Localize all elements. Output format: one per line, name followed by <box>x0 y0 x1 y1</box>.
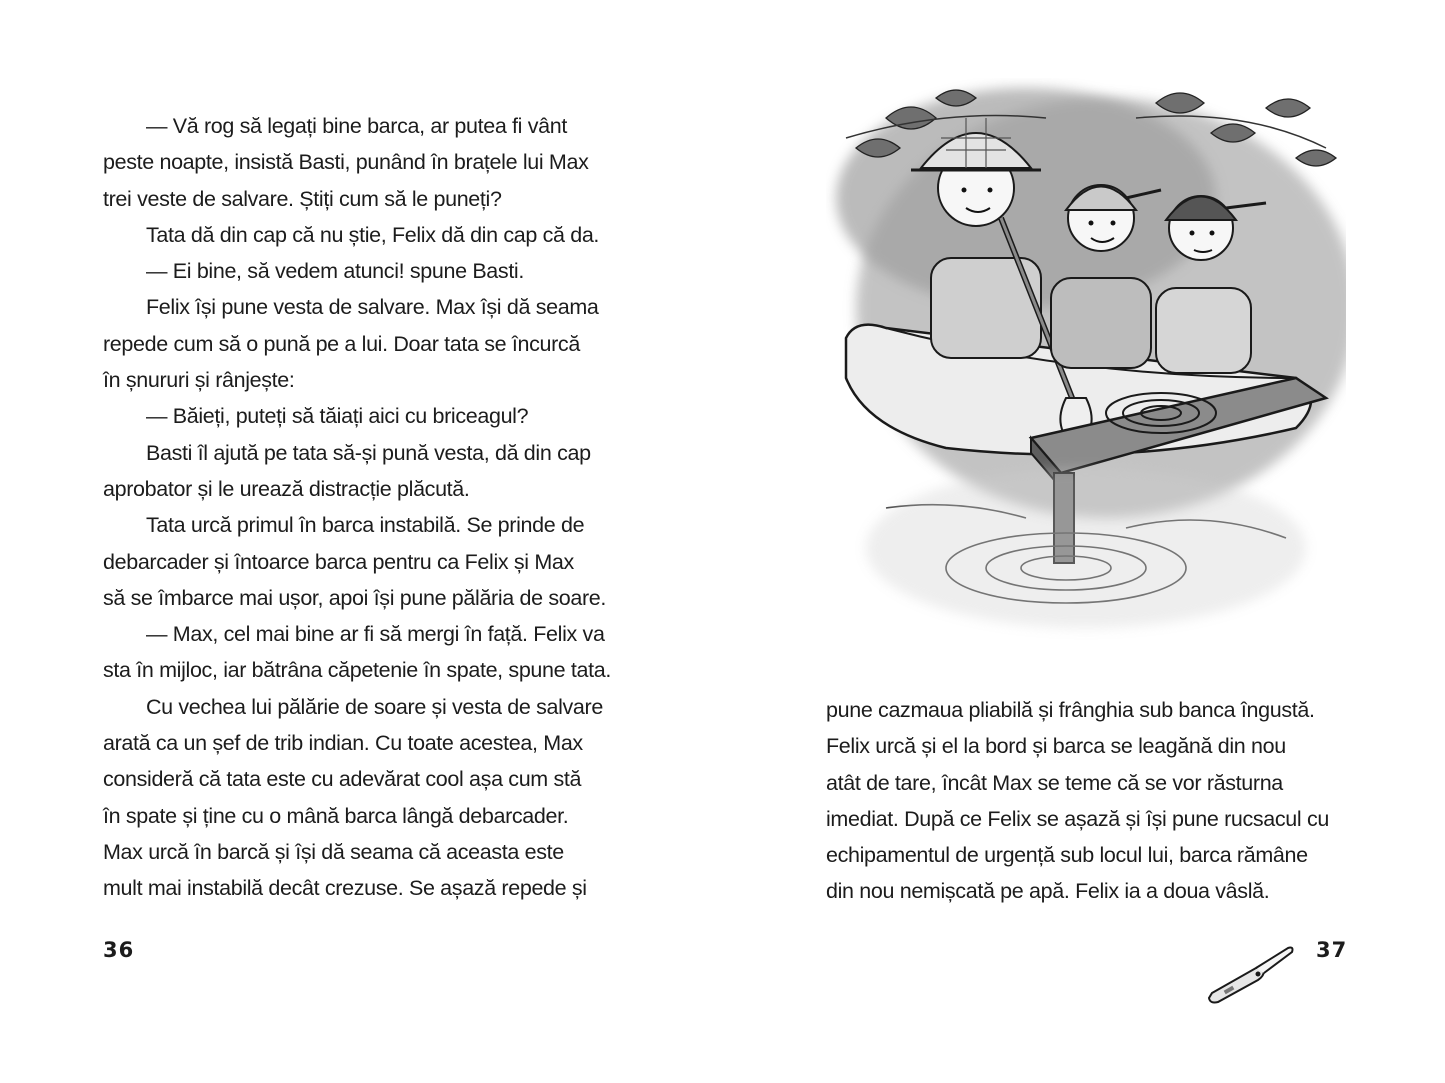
text-line: Max urcă în barcă și își dă seama că aceasta este <box>103 839 564 864</box>
text-line: Cu vechea lui pălărie de soare și vesta de salvare <box>146 694 603 719</box>
text-line: pune cazmaua pliabilă și frânghia sub banca îngustă. <box>826 698 1315 722</box>
pocket-knife-icon <box>1206 938 1296 1008</box>
text-line: Felix își pune vesta de salvare. Max își dă seama <box>146 295 599 320</box>
text-line: Basti îl ajută pe tata să-și pună vesta, dă din cap <box>146 440 591 465</box>
text-line: arată ca un șef de trib indian. Cu toate acestea, Max <box>103 731 583 756</box>
text-line: — Băieți, puteți să tăiați aici cu briceagul? <box>146 404 529 429</box>
text-line: atât de tare, încât Max se teme că se vor răsturna <box>826 770 1283 795</box>
text-line: să se îmbarce mai ușor, apoi își pune pălăria de soare. <box>103 585 607 610</box>
page-number-right: 37 <box>1316 938 1348 962</box>
left-page-text <box>103 108 611 907</box>
text-line: peste noapte, insistă Basti, punând în brațele lui Max <box>103 150 589 175</box>
boat-illustration <box>826 78 1346 668</box>
text-line: — Vă rog să legați bine barca, ar putea fi vânt <box>146 114 567 138</box>
text-line: debarcader și întoarce barca pentru ca Felix și Max <box>103 549 574 574</box>
text-line: repede cum să o pună pe a lui. Doar tata se încurcă <box>103 331 580 356</box>
left-page <box>0 0 722 1083</box>
right-page-text <box>826 692 1329 910</box>
text-line: sta în mijloc, iar bătrâna căpetenie în spate, spune tata. <box>103 658 611 683</box>
text-line: în spate și ține cu o mână barca lângă debarcader. <box>103 803 569 828</box>
text-line: din nou nemișcată pe apă. Felix ia a doua vâslă. <box>826 879 1270 904</box>
page-number-left: 36 <box>103 938 135 962</box>
text-line: consideră că tata este cu adevărat cool așa cum stă <box>103 767 582 792</box>
text-line: mult mai instabilă decât crezuse. Se așază repede și <box>103 876 587 901</box>
text-line: Felix urcă și el la bord și barca se leagănă din nou <box>826 734 1286 759</box>
text-line: aprobator și le urează distracție plăcută. <box>103 476 470 501</box>
text-line: Tata urcă primul în barca instabilă. Se prinde de <box>146 513 585 538</box>
text-line: imediat. După ce Felix se așază și își pune rucsacul cu <box>826 806 1329 831</box>
text-line: — Ei bine, să vedem atunci! spune Basti. <box>146 259 524 284</box>
text-line: Tata dă din cap că nu știe, Felix dă din cap că da. <box>146 222 600 247</box>
text-line: trei veste de salvare. Știți cum să le puneți? <box>103 186 502 211</box>
right-page <box>722 0 1445 1083</box>
text-line: — Max, cel mai bine ar fi să mergi în față. Felix va <box>146 622 605 647</box>
text-line: echipamentul de urgență sub locul lui, barca rămâne <box>826 843 1308 868</box>
text-line: în șnururi și rânjește: <box>103 368 295 393</box>
